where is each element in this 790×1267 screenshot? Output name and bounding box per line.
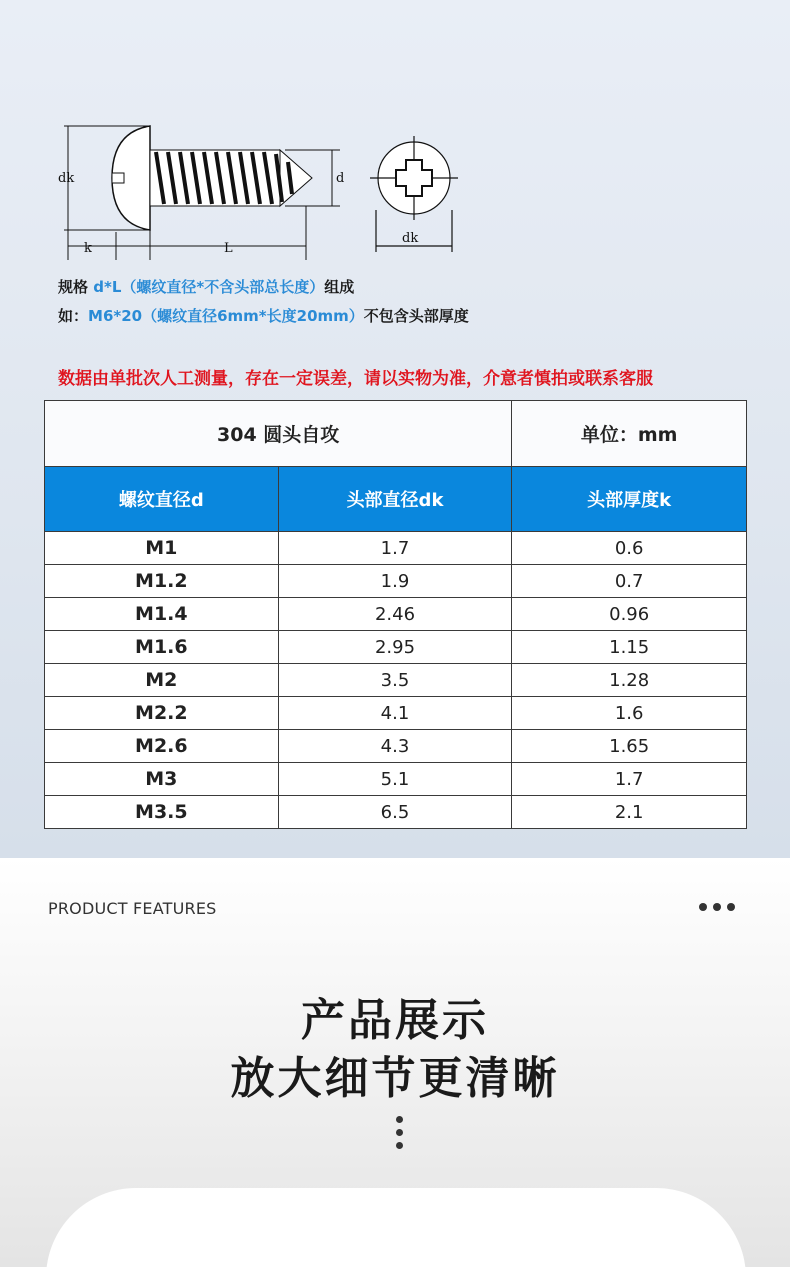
header-thread-diameter: 螺纹直径d bbox=[45, 467, 279, 532]
spec-format-suffix: 组成 bbox=[324, 278, 355, 296]
measurement-warning: 数据由单批次人工测量，存在一定误差，请以实物为准，介意者慎拍或联系客服 bbox=[58, 369, 653, 389]
table-row bbox=[45, 763, 747, 796]
head-thickness: 1.6 bbox=[512, 697, 747, 730]
thread-size: M3.5 bbox=[45, 796, 279, 829]
k-label: k bbox=[84, 241, 92, 256]
table-header-row bbox=[45, 467, 747, 532]
d-label: d bbox=[336, 171, 345, 186]
table-row bbox=[45, 796, 747, 829]
spec-format-line bbox=[58, 276, 354, 297]
thread-size: M1.4 bbox=[45, 598, 279, 631]
spec-format-prefix: 规格 bbox=[58, 278, 94, 296]
size-table bbox=[44, 400, 747, 829]
head-thickness: 0.7 bbox=[512, 565, 747, 598]
head-diameter: 4.3 bbox=[278, 730, 512, 763]
product-features-label: PRODUCT FEATURES bbox=[48, 899, 217, 918]
table-title: 304 圆头自攻 bbox=[45, 401, 512, 467]
table-row bbox=[45, 598, 747, 631]
table-row bbox=[45, 697, 747, 730]
header-head-diameter: 头部直径dk bbox=[278, 467, 512, 532]
head-thickness: 1.15 bbox=[512, 631, 747, 664]
thread-size: M1.6 bbox=[45, 631, 279, 664]
head-thickness: 2.1 bbox=[512, 796, 747, 829]
thread-size: M2 bbox=[45, 664, 279, 697]
table-row bbox=[45, 532, 747, 565]
table-row bbox=[45, 565, 747, 598]
table-row bbox=[45, 631, 747, 664]
head-thickness: 0.6 bbox=[512, 532, 747, 565]
spec-example-prefix: 如： bbox=[58, 307, 89, 325]
more-horizontal-icon bbox=[699, 903, 737, 913]
more-vertical-icon bbox=[396, 1116, 404, 1150]
head-diameter: 5.1 bbox=[278, 763, 512, 796]
dk-label: dk bbox=[58, 171, 75, 186]
head-diameter: 1.9 bbox=[278, 565, 512, 598]
head-diameter: 3.5 bbox=[278, 664, 512, 697]
table-unit: 单位：mm bbox=[512, 401, 747, 467]
thread-size: M2.2 bbox=[45, 697, 279, 730]
features-title-line1: 产品展示 bbox=[301, 995, 489, 1046]
thread-size: M2.6 bbox=[45, 730, 279, 763]
thread-size: M1.2 bbox=[45, 565, 279, 598]
head-diameter: 2.95 bbox=[278, 631, 512, 664]
spec-format-highlight: d*L（螺纹直径*不含头部总长度） bbox=[93, 278, 325, 296]
screw-diagram bbox=[50, 110, 470, 270]
thread-size: M1 bbox=[45, 532, 279, 565]
length-label: L bbox=[224, 241, 233, 256]
head-thickness: 1.7 bbox=[512, 763, 747, 796]
thread-size: M3 bbox=[45, 763, 279, 796]
head-diameter: 6.5 bbox=[278, 796, 512, 829]
head-diameter: 2.46 bbox=[278, 598, 512, 631]
table-row bbox=[45, 730, 747, 763]
features-title-line2: 放大细节更清晰 bbox=[230, 1053, 560, 1104]
dk-bottom-label: dk bbox=[402, 231, 419, 246]
spec-example-highlight: M6*20（螺纹直径6mm*长度20mm） bbox=[88, 307, 364, 325]
head-diameter: 1.7 bbox=[278, 532, 512, 565]
table-row bbox=[45, 664, 747, 697]
head-diameter: 4.1 bbox=[278, 697, 512, 730]
header-head-thickness: 头部厚度k bbox=[512, 467, 747, 532]
head-thickness: 1.28 bbox=[512, 664, 747, 697]
product-display-card bbox=[46, 1188, 746, 1267]
spec-example-line bbox=[58, 305, 469, 326]
table-title-row bbox=[45, 401, 747, 467]
spec-example-suffix: 不包含头部厚度 bbox=[363, 307, 469, 325]
head-thickness: 0.96 bbox=[512, 598, 747, 631]
head-thickness: 1.65 bbox=[512, 730, 747, 763]
